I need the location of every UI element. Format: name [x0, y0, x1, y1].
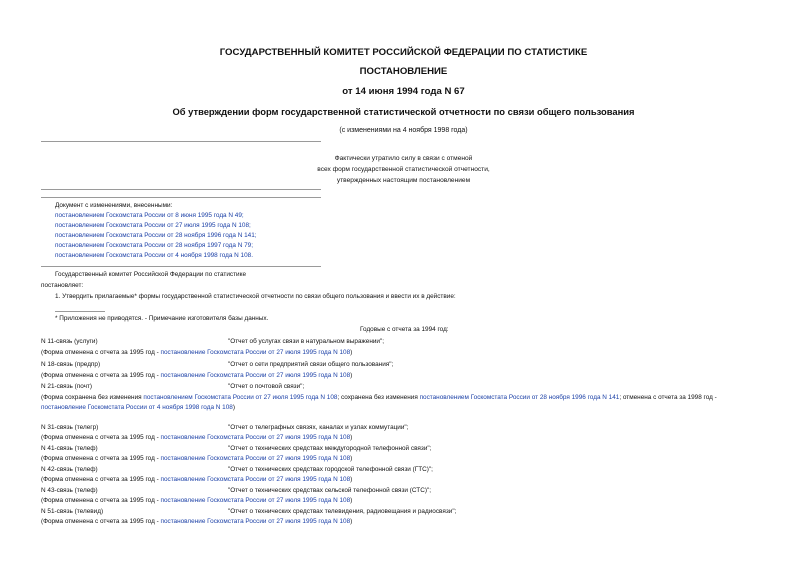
form-code: N 41-связь (телеф) — [41, 445, 98, 452]
form-name: "Отчет о почтовой связи"; — [228, 383, 305, 390]
separator — [41, 197, 321, 198]
form-21-note-cont: постановление Госкомстата России от 4 ноября 1998 года N 108) — [41, 404, 235, 411]
form-code: N 31-связь (телегр) — [41, 424, 99, 431]
amendment-link[interactable]: постановлением Госкомстата России от 4 ноября 1998 года N 108. — [55, 252, 253, 259]
amendments-intro: Документ с изменениями, внесенными: — [55, 202, 173, 209]
form-cancel-note: (Форма отменена с отчета за 1995 год - постановление Госкомстата России от 27 июля 1995 года N 108) — [41, 497, 353, 504]
amendment-link[interactable]: постановлением Госкомстата России от 28 ноября 1996 года N 141; — [55, 232, 257, 239]
resolves-line: постановляет: — [41, 282, 84, 289]
form-code: N 42-связь (телеф) — [41, 466, 98, 473]
separator — [41, 141, 321, 142]
status-note — [0, 153, 807, 186]
committee-line: Государственный комитет Российской Федерации по статистике — [55, 271, 247, 278]
form-cancel-note: (Форма отменена с отчета за 1995 год - постановление Госкомстата России от 27 июля 1995 года N 108) — [41, 349, 353, 356]
amendment-link[interactable]: постановлением Госкомстата России от 8 июня 1995 года N 49; — [55, 212, 244, 219]
footnote-rule — [55, 311, 105, 312]
form-name: "Отчет о сети предприятий связи общего пользования"; — [228, 361, 394, 368]
separator — [41, 189, 321, 190]
amendment-link[interactable]: постановлением Госкомстата России от 28 ноября 1997 года N 79; — [55, 242, 253, 249]
resolution-link[interactable]: постановление Госкомстата России от 27 июля 1995 года N 108 — [160, 518, 351, 525]
form-cancel-note: (Форма отменена с отчета за 1995 год - постановление Госкомстата России от 27 июля 1995 года N 108) — [41, 455, 353, 462]
resolution-link[interactable]: постановление Госкомстата России от 27 июля 1995 года N 108 — [160, 476, 351, 483]
document-type: ПОСТАНОВЛЕНИЕ — [359, 66, 448, 77]
form-name: "Отчет о телеграфных связях, каналах и узлах коммутации"; — [228, 424, 409, 431]
item-1: 1. Утвердить прилагаемые* формы государственной статистической отчетности по связи общего пользования и ввести их в действие: — [55, 293, 456, 300]
form-code: N 43-связь (телеф) — [41, 487, 98, 494]
document-title: Об утверждении форм государственной статистической отчетности по связи общего пользования — [172, 106, 635, 117]
form-cancel-note: (Форма отменена с отчета за 1995 год - постановление Госкомстата России от 27 июля 1995 года N 108) — [41, 518, 353, 525]
resolution-link[interactable]: постановление Госкомстата России от 27 июля 1995 года N 108 — [160, 497, 351, 504]
footnote: * Приложения не приводятся. - Примечание изготовителя базы данных. — [55, 315, 269, 322]
resolution-link[interactable]: постановление Госкомстата России от 27 июля 1995 года N 108 — [160, 372, 351, 379]
form-cancel-note: (Форма отменена с отчета за 1995 год - постановление Госкомстата России от 27 июля 1995 года N 108) — [41, 476, 353, 483]
form-name: "Отчет о технических средствах сельской телефонной связи (СТС)"; — [228, 487, 431, 494]
amendment-link[interactable]: постановлением Госкомстата России от 27 июля 1995 года N 108; — [55, 222, 251, 229]
form-code: N 18-связь (предпр) — [41, 361, 101, 368]
separator — [41, 266, 321, 267]
form-code: N 51-связь (телевид) — [41, 508, 104, 515]
status-note-line: всех форм государственной статистической отчетности, — [317, 166, 490, 173]
resolution-link[interactable]: постановление Госкомстата России от 27 июля 1995 года N 108 — [160, 455, 351, 462]
resolution-link[interactable]: постановлением Госкомстата России от 27 июля 1995 года N 108 — [143, 394, 338, 401]
status-note-line: Фактически утратило силу в связи с отменой — [334, 155, 473, 162]
resolution-link[interactable]: постановление Госкомстата России от 27 июля 1995 года N 108 — [160, 434, 351, 441]
form-name: "Отчет о технических средствах городской телефонной связи (ГТС)"; — [228, 466, 433, 473]
committee-title: ГОСУДАРСТВЕННЫЙ КОМИТЕТ РОССИЙСКОЙ ФЕДЕРАЦИИ ПО СТАТИСТИКЕ — [219, 47, 588, 58]
form-code: N 11-связь (услуги) — [41, 338, 98, 345]
form-code: N 21-связь (почт) — [41, 383, 93, 390]
annual-heading: Годовые с отчета за 1994 год: — [360, 326, 449, 333]
resolution-link[interactable]: постановление Госкомстата России от 4 ноября 1998 года N 108 — [41, 404, 233, 411]
form-name: "Отчет об услугах связи в натуральном выражении"; — [228, 338, 385, 345]
form-cancel-note: (Форма отменена с отчета за 1995 год - постановление Госкомстата России от 27 июля 1995 года N 108) — [41, 434, 353, 441]
status-note-line: утвержденных настоящим постановлением — [336, 177, 471, 184]
document-date-number: от 14 июня 1994 года N 67 — [342, 86, 465, 97]
form-name: "Отчет о технических средствах телевидения, радиовещания и радиосвязи"; — [228, 508, 457, 515]
amendment-date: (с изменениями на 4 ноября 1998 года) — [339, 127, 468, 134]
resolution-link[interactable]: постановление Госкомстата России от 27 июля 1995 года N 108 — [160, 349, 351, 356]
form-name: "Отчет о технических средствах междугородной телефонной связи"; — [228, 445, 432, 452]
resolution-link[interactable]: постановлением Госкомстата России от 28 ноября 1996 года N 141 — [419, 394, 620, 401]
form-cancel-note: (Форма отменена с отчета за 1995 год - постановление Госкомстата России от 27 июля 1995 года N 108) — [41, 372, 353, 379]
form-21-note: (Форма сохранена без изменения постановлением Госкомстата России от 27 июля 1995 года N 108; сохранена без изменения постановлением Госкомстата России от 28 ноября 1996 года N 141; отменена с отчета за 1998 год - — [41, 394, 717, 401]
